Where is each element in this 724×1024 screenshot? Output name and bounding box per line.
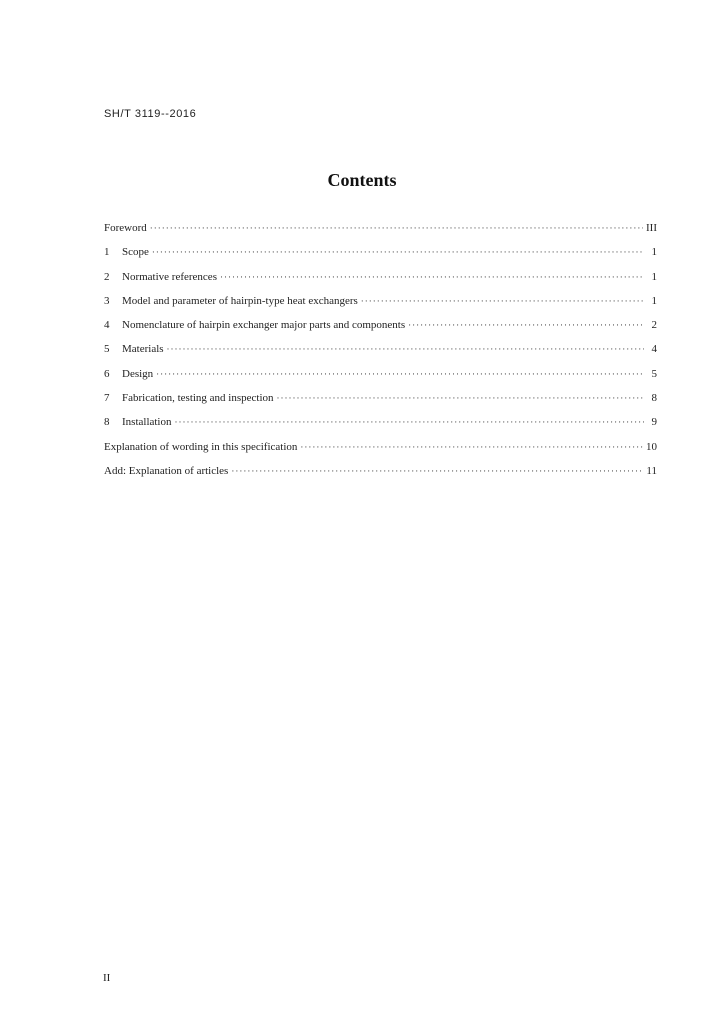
toc-entry-materials[interactable] — [104, 343, 657, 367]
toc-entry-number: 1 — [104, 246, 110, 259]
toc-entry-installation[interactable] — [104, 416, 657, 440]
toc-entry-page: 8 — [651, 392, 657, 405]
dot-leader — [231, 466, 643, 476]
toc-entry-fabrication[interactable] — [104, 392, 657, 416]
toc-entry-page: 4 — [651, 343, 657, 356]
toc-entry-page: 5 — [651, 367, 657, 380]
toc-entry-page: 1 — [651, 294, 657, 307]
toc-entry-scope[interactable] — [104, 246, 657, 270]
dot-leader — [150, 223, 643, 233]
toc-entry-label: Normative references — [122, 270, 217, 283]
toc-entry-label: Scope — [122, 246, 149, 259]
toc-entry-label: Model and parameter of hairpin-type heat exchangers — [122, 294, 358, 307]
dot-leader — [277, 393, 644, 403]
toc-entry-number: 5 — [104, 343, 110, 356]
toc-entry-explanation-of-articles[interactable] — [104, 465, 657, 489]
toc-entry-number: 4 — [104, 319, 110, 332]
toc-entry-label: Add: Explanation of articles — [104, 464, 229, 477]
dot-leader — [220, 272, 644, 282]
toc-entry-label: Fabrication, testing and inspection — [122, 392, 274, 405]
toc-entry-nomenclature[interactable] — [104, 319, 657, 343]
dot-leader — [167, 344, 644, 354]
page-number: II — [103, 972, 111, 984]
dot-leader — [175, 417, 645, 427]
toc-entry-number: 7 — [104, 392, 110, 405]
toc-entry-label: Installation — [122, 416, 172, 429]
toc-entry-number: 8 — [104, 416, 110, 429]
toc-entry-label: Materials — [122, 343, 164, 356]
toc-entry-model-parameter[interactable] — [104, 295, 657, 319]
toc-entry-design[interactable] — [104, 368, 657, 392]
toc-entry-page: 10 — [646, 440, 657, 453]
toc-entry-label: Foreword — [104, 222, 147, 234]
page-title: Contents — [327, 170, 397, 190]
toc-entry-page: 2 — [651, 319, 657, 332]
dot-leader — [156, 369, 644, 379]
toc-entry-label: Design — [122, 367, 154, 380]
toc-entry-label: Explanation of wording in this specification — [104, 440, 298, 453]
toc-entry-page: 1 — [651, 270, 657, 283]
toc-entry-page: 9 — [651, 416, 657, 429]
toc-entry-label: Nomenclature of hairpin exchanger major parts and components — [122, 319, 406, 332]
dot-leader — [408, 320, 644, 330]
toc-entry-normative-references[interactable] — [104, 271, 657, 295]
toc-entry-explanation-of-wording[interactable] — [104, 441, 657, 465]
dot-leader — [152, 247, 644, 257]
toc-entry-number: 3 — [104, 294, 110, 307]
table-of-contents — [104, 222, 657, 489]
toc-entry-page: 11 — [646, 464, 657, 477]
toc-entry-page: III — [646, 222, 657, 234]
dot-leader — [300, 442, 643, 452]
toc-entry-foreword[interactable] — [104, 222, 657, 246]
standard-code: SH/T 3119--2016 — [104, 108, 197, 120]
toc-entry-page: 1 — [651, 246, 657, 259]
dot-leader — [361, 296, 644, 306]
toc-entry-number: 6 — [104, 367, 110, 380]
toc-entry-number: 2 — [104, 270, 110, 283]
